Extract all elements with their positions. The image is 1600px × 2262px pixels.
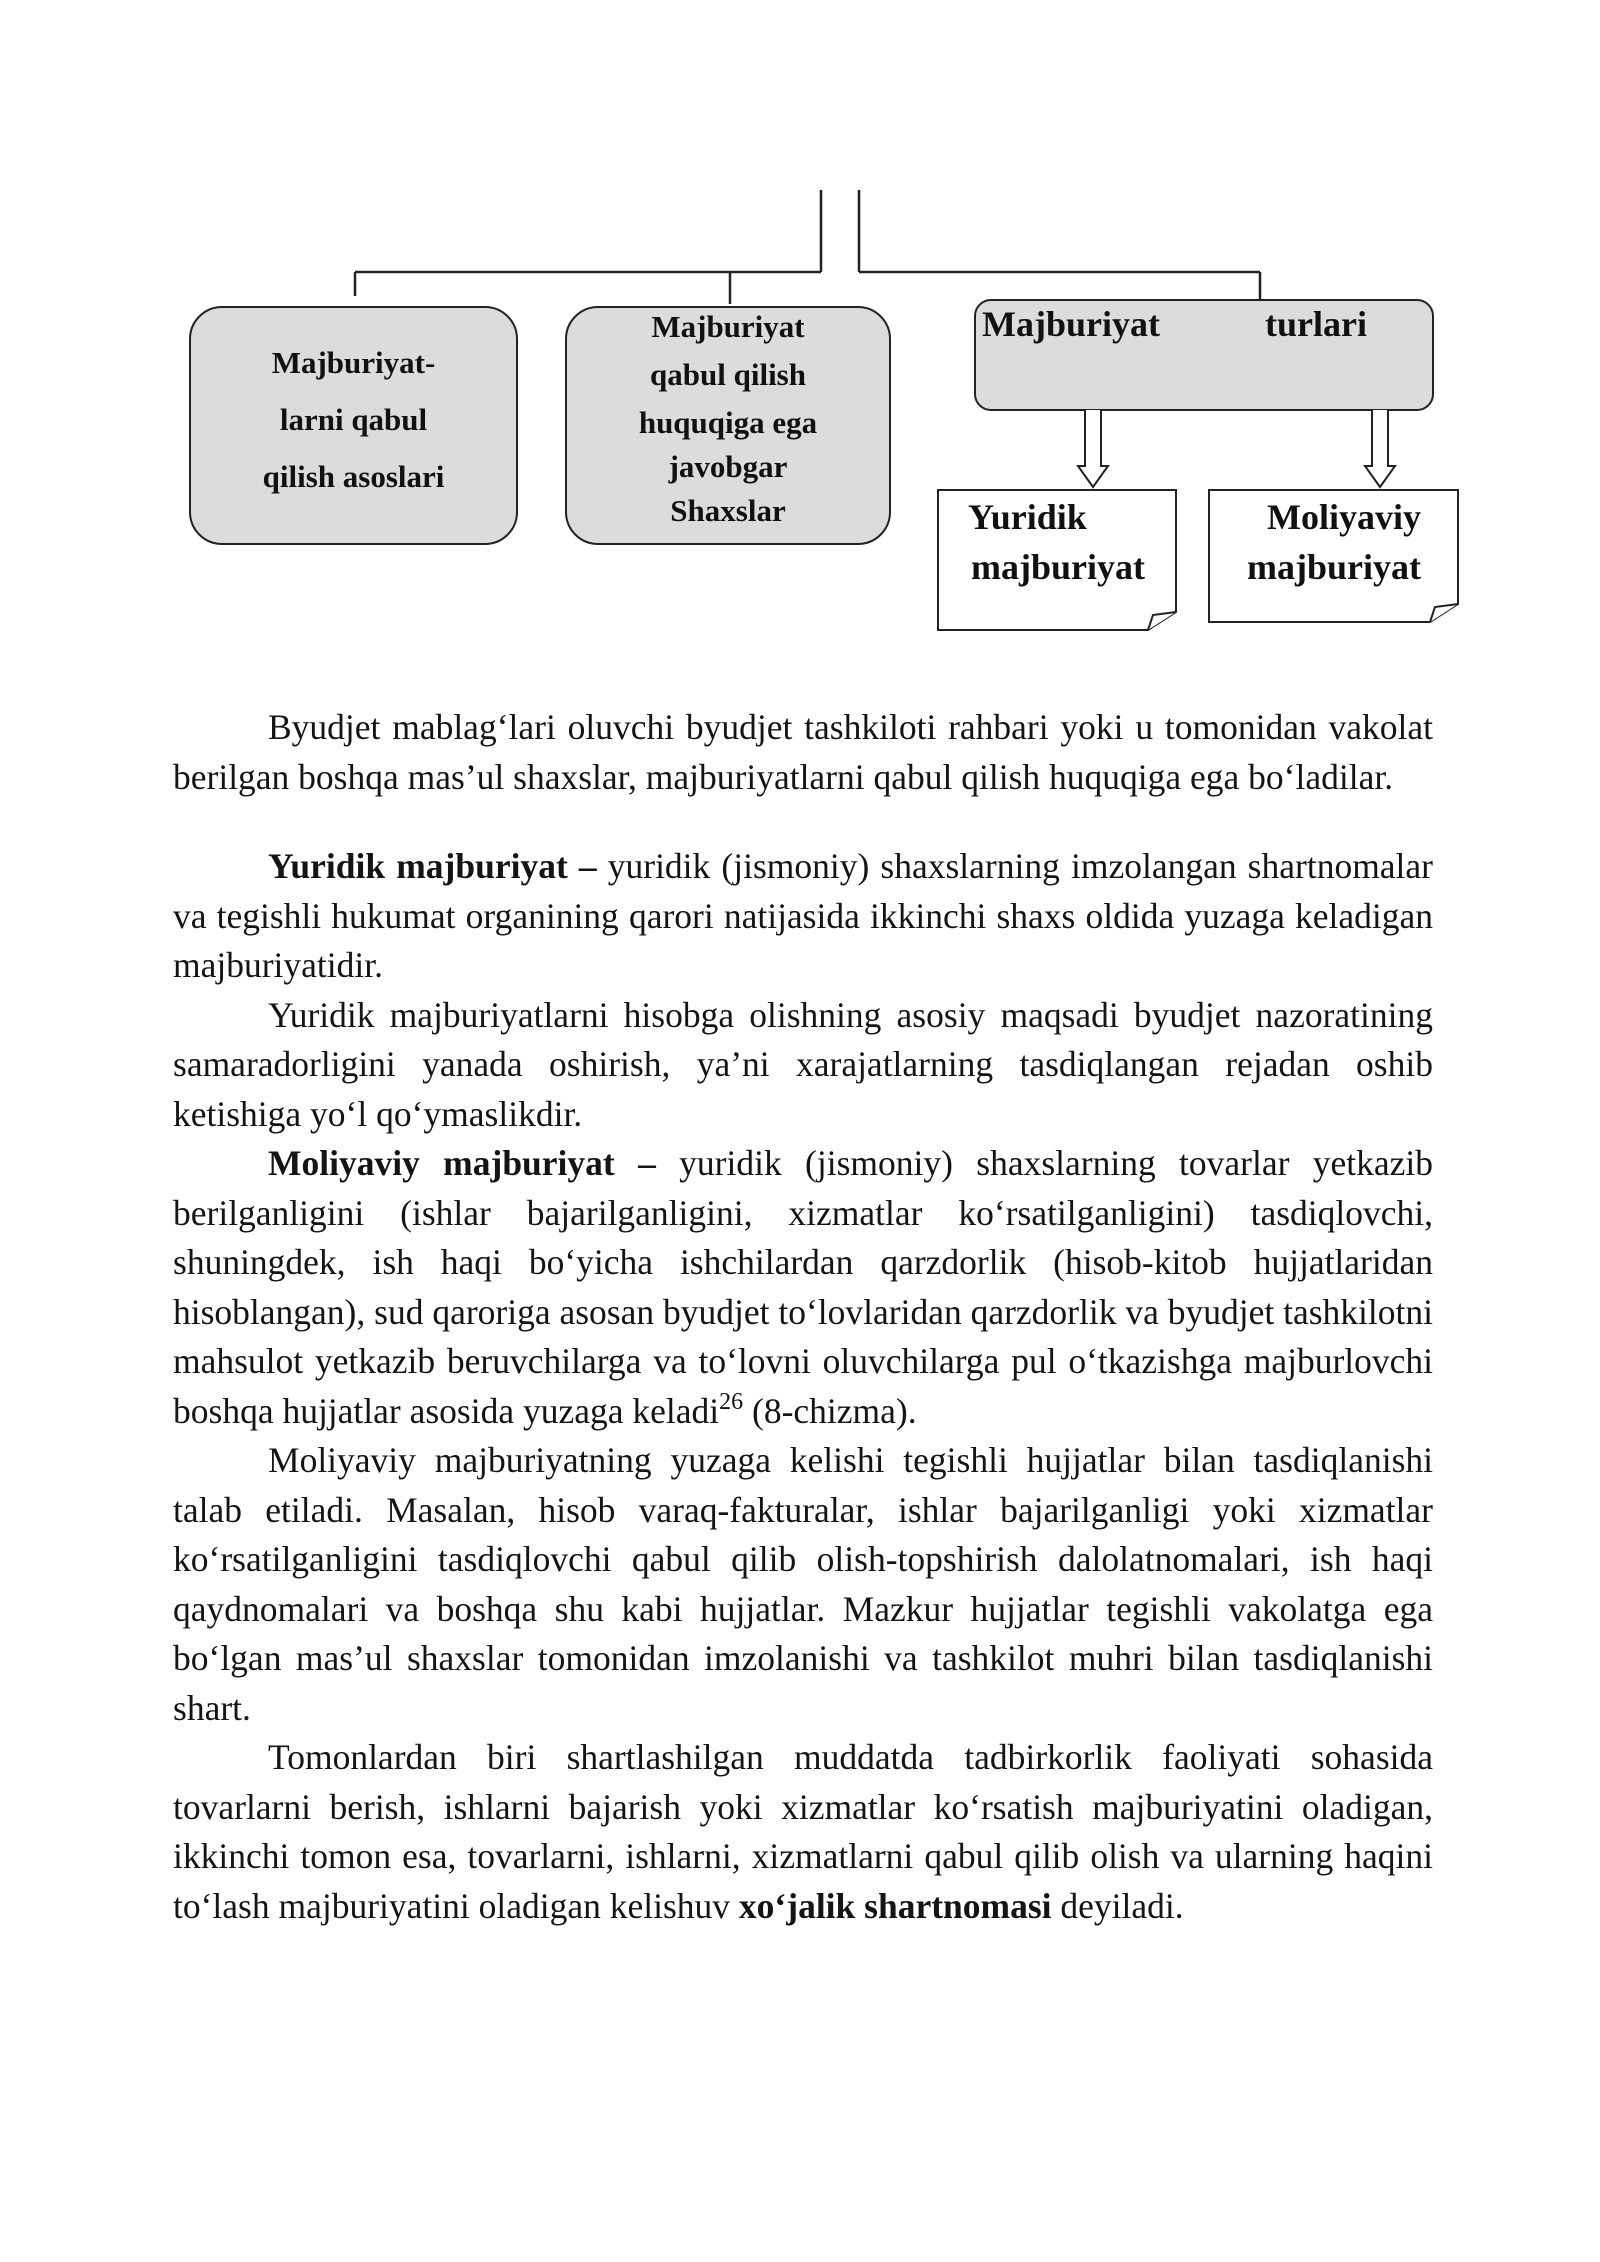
box-turlari-word2: turlari (1265, 304, 1367, 344)
paragraph-4-text: yuridik (jismoniy) shaxslarning tovarlar yetkazib berilganligini (ishlar bajarilganligini, xizmatlar ko‘rsatilganligini) tasdiqlovchi, shuningdek, ish haqi bo‘yicha ishchilardan qarzdorlik (hisob-kitob hujjatlaridan hisoblangan), sud qaroriga asosan byudjet to‘lovlaridan qarzdorlik va byudjet tashkilotni mahsulot yetkazib beruvchilarga va to‘lovni oluvchilarga pul o‘tkazishga majburlovchi boshqa hujjatlar asosida yuzaga keladi (173, 1143, 1433, 1431)
box-shaxslar-line4: javobgar (668, 449, 788, 484)
paragraph-5: Moliyaviy majburiyatning yuzaga kelishi tegishli hujjatlar bilan tasdiqlanishi talab etiladi. Masalan, hisob varaq-fakturalar, ishlar bajarilganligi yoki xizmatlar ko‘rsatilganligini tasdiqlovchi qabul qilib olish-topshirish dalolatnomalari, ish haqi qaydnomalari va boshqa shu kabi hujjatlar. Mazkur hujjatlar tegishli vakolatga ega bo‘lgan mas’ul shaxslar tomonidan imzolanishi va tashkilot muhri bilan tasdiqlanishi shart. (173, 1440, 1433, 1728)
box-asoslar-line2: larni qabul (279, 402, 428, 437)
box-turlari-word1: Majburiyat (982, 304, 1160, 344)
note-moliyaviy-line2: majburiyat (1247, 547, 1421, 587)
note-yuridik-label (940, 492, 1176, 592)
footnote-ref: 26 (719, 1388, 744, 1415)
paragraph-1: Byudjet mablag‘lari oluvchi byudjet tashkiloti rahbari yoki u tomonidan vakolat berilgan boshqa mas’ul shaxslar, majburiyatlarni qabul qilish huquqiga ega bo‘ladilar. (173, 707, 1433, 797)
arrow-to-yuridik (1078, 410, 1108, 487)
paragraph-6 (173, 1733, 1433, 1931)
term-moliyaviy-majburiyat: Moliyaviy majburiyat – (268, 1143, 656, 1183)
note-moliyaviy-line1: Moliyaviy (1267, 497, 1421, 537)
box-asoslar-line3: qilish asoslari (262, 459, 445, 494)
arrow-to-moliyaviy (1365, 410, 1395, 487)
box-asoslar-label (195, 334, 512, 505)
term-yuridik-majburiyat: Yuridik majburiyat – (268, 846, 597, 886)
note-moliyaviy-label (1211, 492, 1457, 592)
note-yuridik-line2: majburiyat (971, 547, 1145, 587)
obligation-diagram (0, 0, 1600, 660)
box-asoslar-line1: Majburiyat- (271, 345, 436, 380)
term-xojalik-shartnomasi: xo‘jalik shartnomasi (738, 1885, 1052, 1926)
box-shaxslar-label (570, 303, 886, 535)
box-shaxslar-line3: huquqiga ega (638, 405, 818, 440)
box-shaxslar-line5: Shaxslar (670, 493, 786, 528)
body-text (173, 703, 1433, 1931)
note-yuridik-line1: Yuridik (968, 497, 1087, 537)
paragraph-6-start: Tomonlardan biri shartlashilgan muddatda tadbirkorlik faoliyati sohasida tovarlarni berish, ishlarni bajarish yoki xizmatlar ko‘rsatish majburiyatini oladigan, ikkinchi tomon esa, tovarlarni, ishlarni, xizmatlarni qabul qilib olish va ularning haqini to‘lash majburiyatini oladigan kelishuv (173, 1737, 1433, 1926)
box-shaxslar-line1: Majburiyat (651, 309, 805, 344)
paragraph-2-text: yuridik (jismoniy) shaxslarning imzolangan shartnomalar va tegishli hukumat organining qarori natijasida ikkinchi shaxs oldida yuzaga keladigan majburiyatidir. (173, 846, 1434, 985)
box-shaxslar-line2: qabul qilish (650, 357, 806, 392)
paragraph-3: Yuridik majburiyatlarni hisobga olishning asosiy maqsadi byudjet nazoratining samaradorligini yanada oshirish, ya’ni xarajatlarning tasdiqlangan rejadan oshib ketishiga yo‘l qo‘ymaslikdir. (173, 994, 1433, 1134)
paragraph-2 (173, 842, 1433, 991)
paragraph-6-end: deyiladi. (1051, 1885, 1184, 1926)
paragraph-4-tail: (8-chizma). (743, 1390, 917, 1431)
paragraph-4 (173, 1139, 1433, 1436)
